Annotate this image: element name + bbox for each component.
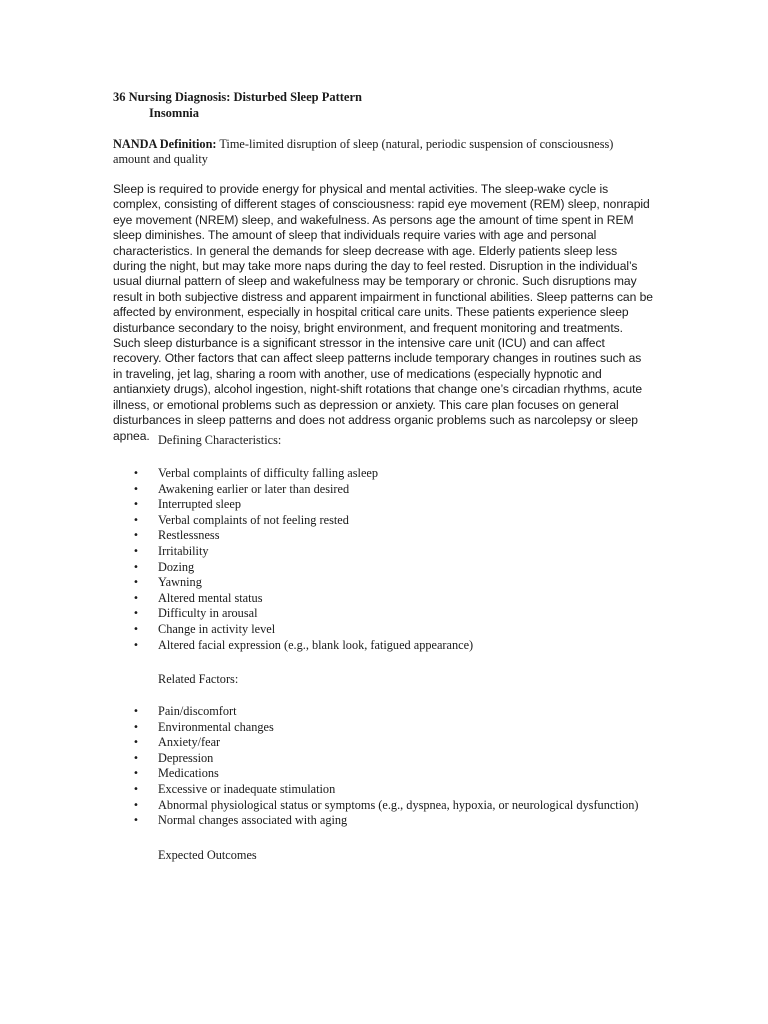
nanda-label: NANDA Definition: xyxy=(113,137,217,151)
list-item-text: Depression xyxy=(158,750,214,765)
bullet-icon: • xyxy=(133,545,139,557)
title-line-insomnia: Insomnia xyxy=(149,105,200,120)
bullet-icon: • xyxy=(133,561,139,573)
bullet-icon: • xyxy=(133,623,139,635)
defining-characteristics-heading: Defining Characteristics: xyxy=(158,433,282,447)
bullet-icon: • xyxy=(133,815,139,827)
list-item-text: Restlessness xyxy=(158,528,220,543)
list-item xyxy=(133,751,639,767)
list-item xyxy=(133,560,473,576)
title-line-diagnosis: 36 Nursing Diagnosis: Disturbed Sleep Pattern xyxy=(113,90,362,104)
nanda-definition xyxy=(113,137,653,168)
expected-outcomes-heading: Expected Outcomes xyxy=(158,848,257,862)
list-item xyxy=(133,544,473,560)
list-item-text: Medications xyxy=(158,766,219,781)
bullet-icon: • xyxy=(133,468,139,479)
bullet-icon: • xyxy=(133,706,139,717)
list-item xyxy=(133,720,639,736)
list-item xyxy=(133,466,473,482)
list-item-text: Yawning xyxy=(158,575,202,590)
bullet-icon: • xyxy=(133,768,139,780)
bullet-icon: • xyxy=(133,483,139,495)
intro-section xyxy=(113,182,653,444)
related-factors-list xyxy=(133,704,639,829)
list-item-text: Altered facial expression (e.g., blank look, fatigued appearance) xyxy=(158,637,474,652)
bullet-icon: • xyxy=(133,530,139,542)
document-title xyxy=(113,90,362,121)
list-item-text: Pain/discomfort xyxy=(158,704,237,718)
list-item xyxy=(133,813,639,829)
list-item-text: Environmental changes xyxy=(158,719,274,734)
bullet-icon: • xyxy=(133,514,139,526)
list-item-text: Verbal complaints of difficulty falling asleep xyxy=(158,466,379,480)
list-item xyxy=(133,528,473,544)
list-item xyxy=(133,591,473,607)
list-item-text: Excessive or inadequate stimulation xyxy=(158,781,336,796)
list-item-text: Anxiety/fear xyxy=(158,735,221,750)
list-item xyxy=(133,638,473,654)
bullet-icon: • xyxy=(133,783,139,795)
list-item-text: Normal changes associated with aging xyxy=(158,813,348,828)
list-item xyxy=(133,575,473,591)
list-item-text: Dozing xyxy=(158,559,195,574)
related-factors-heading: Related Factors: xyxy=(158,672,239,686)
list-item xyxy=(133,735,639,751)
list-item xyxy=(133,606,473,622)
bullet-icon: • xyxy=(133,608,139,620)
bullet-icon: • xyxy=(133,639,139,651)
intro-paragraph: Sleep is required to provide energy for physical and mental activities. The sleep-wake cycle is complex, consisting of different stages of consciousness: rapid eye movement (REM) sleep, nonrapid eye movement (NREM) sleep, and wakefulness. As persons age the amount of time spent in REM sleep diminishes. The amount of sleep that individuals require varies with age and personal characteristics. In general the demands for sleep decrease with age. Elderly patients sleep less during the night, but may take more naps during the day to feel rested. Disruption in the individual’s usual diurnal pattern of sleep and wakefulness may be temporary or chronic. Such disruptions may result in both subjective distress and apparent impairment in functional abilities. Sleep patterns can be affected by environment, especially in hospital critical care units. These patients experience sleep disturbance secondary to the noisy, bright environment, and frequent monitoring and treatments. Such sleep disturbance is a significant stressor in the intensive care unit (ICU) and can affect recovery. Other factors that can affect sleep patterns include temporary changes in routines such as in traveling, jet lag, sharing a room with another, use of medications (especially hypnotic and antianxiety drugs), alcohol ingestion, night-shift rotations that change one’s circadian rhythms, acute illness, or emotional problems such as depression or anxiety. This care plan focuses on general disturbances in sleep patterns and does not address organic problems such as narcolepsy or sleep apnea. xyxy=(113,182,653,443)
list-item xyxy=(133,766,639,782)
list-item xyxy=(133,622,473,638)
bullet-icon: • xyxy=(133,721,139,733)
list-item-text: Interrupted sleep xyxy=(158,497,241,512)
list-item-text: Altered mental status xyxy=(158,590,263,605)
list-item xyxy=(133,782,639,798)
defining-characteristics-list xyxy=(133,466,473,653)
nanda-text: Time-limited disruption of sleep (natural, periodic suspension of consciousness) amount and quality xyxy=(113,137,614,167)
bullet-icon: • xyxy=(133,592,139,604)
list-item xyxy=(133,704,639,720)
list-item xyxy=(133,798,639,814)
list-item-text: Abnormal physiological status or symptoms (e.g., dyspnea, hypoxia, or neurological dysfunction) xyxy=(158,797,639,812)
list-item-text: Irritability xyxy=(158,543,209,558)
list-item xyxy=(133,482,473,498)
list-item-text: Difficulty in arousal xyxy=(158,606,258,621)
bullet-icon: • xyxy=(133,737,139,749)
list-item-text: Change in activity level xyxy=(158,621,276,636)
list-item xyxy=(133,513,473,529)
bullet-icon: • xyxy=(133,499,139,511)
bullet-icon: • xyxy=(133,577,139,589)
list-item-text: Awakening earlier or later than desired xyxy=(158,481,350,496)
bullet-icon: • xyxy=(133,752,139,764)
bullet-icon: • xyxy=(133,799,139,811)
list-item xyxy=(133,497,473,513)
list-item-text: Verbal complaints of not feeling rested xyxy=(158,512,349,527)
